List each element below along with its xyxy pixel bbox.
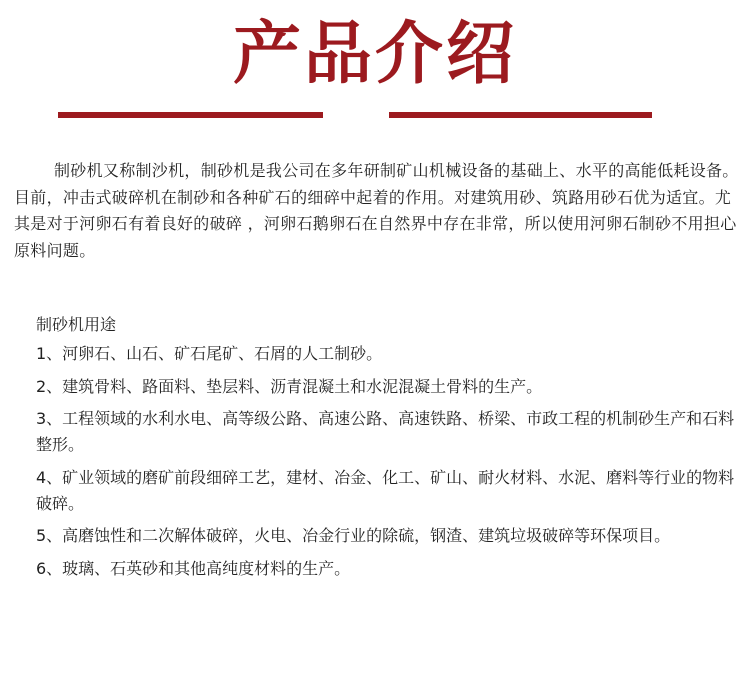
- intro-paragraph: 制砂机又称制沙机，制砂机是我公司在多年研制矿山机械设备的基础上、水平的高能低耗设备。目前，冲击式破碎机在制砂和各种矿石的细碎中起着的作用。对建筑用砂、筑路用砂石优为适宜。尤其是对于河卵石有着良好的破碎 ，河卵石鹅卵石在自然界中存在非常，所以使用河卵石制砂不用担心原料问题。: [14, 161, 739, 260]
- uses-list: [36, 341, 741, 588]
- list-item: 4、矿业领域的磨矿前段细碎工艺，建材、冶金、化工、矿山、耐火材料、水泥、磨料等行业的物料破碎。: [36, 467, 735, 513]
- page-title: 产品介绍: [232, 14, 517, 94]
- list-item: 5、高磨蚀性和二次解体破碎，火电、冶金行业的除硫，钢渣、建筑垃圾破碎等环保项目。: [36, 526, 671, 545]
- uses-heading: 制砂机用途: [36, 315, 117, 334]
- title-divider-left: [58, 112, 323, 118]
- list-item: 1、河卵石、山石、矿石尾矿、石屑的人工制砂。: [36, 344, 383, 363]
- title-divider-right: [389, 112, 652, 118]
- list-item: 3、工程领域的水利水电、高等级公路、高速公路、高速铁路、桥梁、市政工程的机制砂生产和石料整形。: [36, 409, 735, 454]
- list-item: 2、建筑骨料、路面料、垫层料、沥青混凝土和水泥混凝土骨料的生产。: [36, 376, 543, 396]
- list-item: 6、玻璃、石英砂和其他高纯度材料的生产。: [36, 558, 351, 578]
